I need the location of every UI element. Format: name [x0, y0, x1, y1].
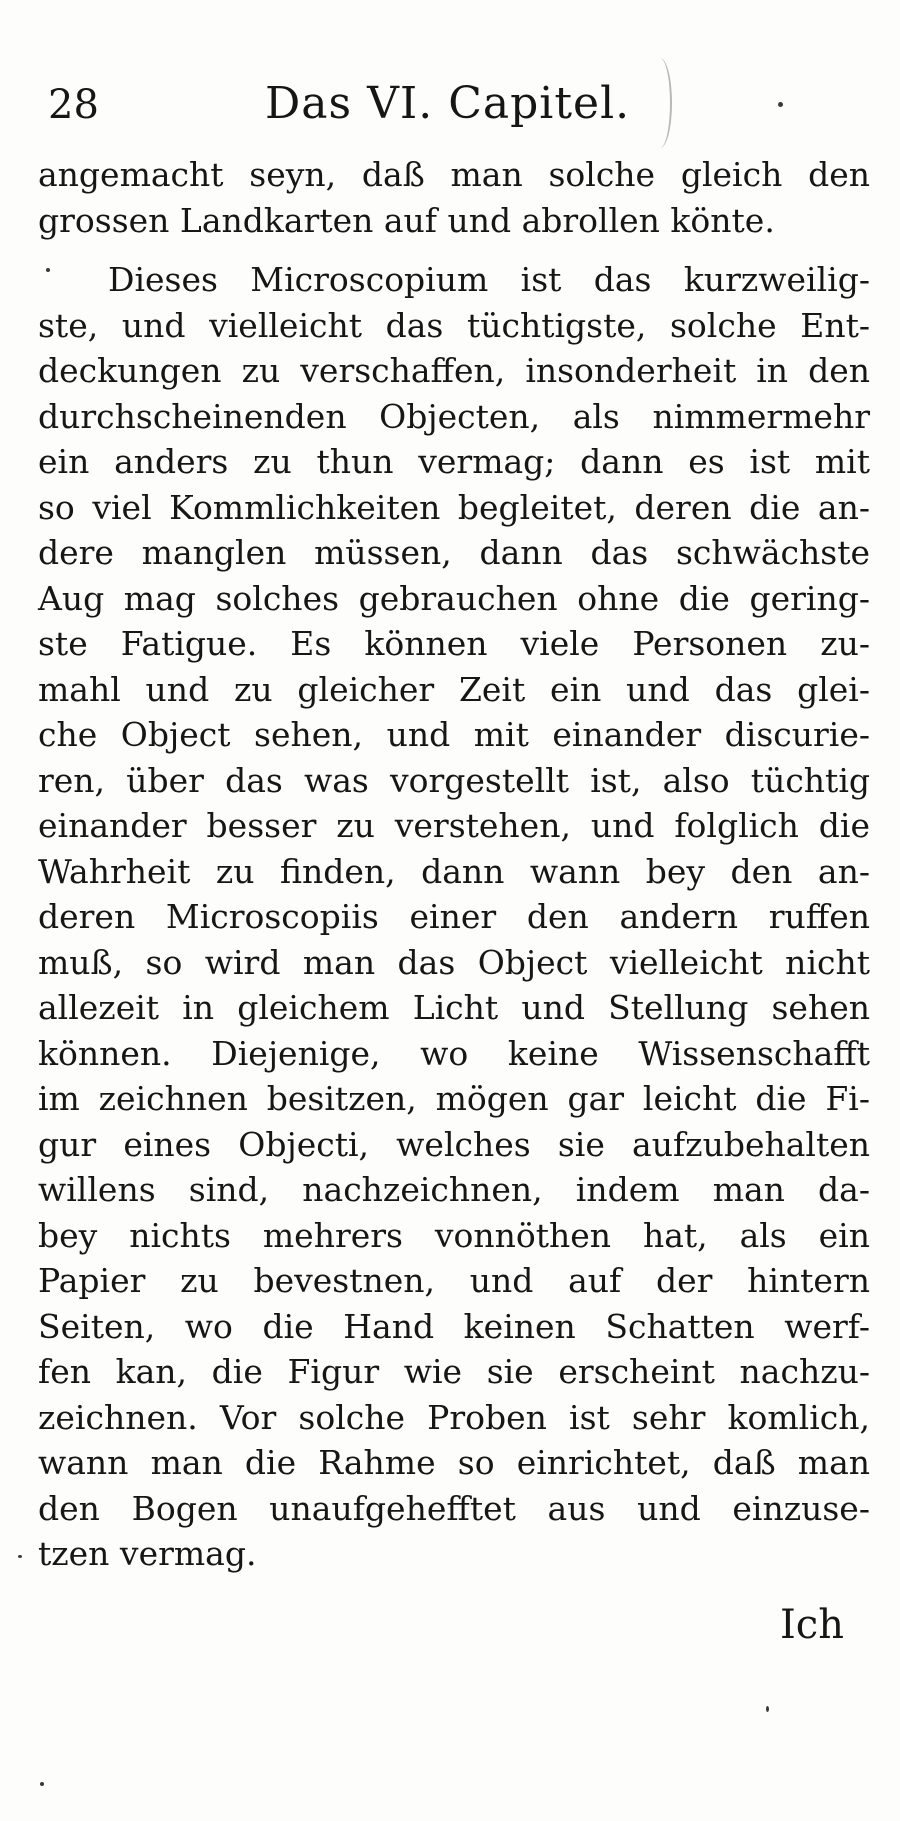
text-line: Papier zu bevestnen, und auf der hintern — [38, 1261, 870, 1300]
paragraph-main — [38, 257, 870, 1577]
ink-speck — [778, 102, 783, 107]
text-line: dere manglen müssen, dann das schwächste — [38, 533, 870, 572]
text-line: muß, so wird man das Object vielleicht nicht — [38, 942, 870, 982]
text-line: zeichnen. Vor solche Proben ist sehr komlich, — [38, 1397, 870, 1437]
text-line: durchscheinenden Objecten, als nimmermehr — [38, 396, 870, 436]
text-line: gur eines Objecti, welches sie aufzubehalten — [38, 1124, 870, 1164]
text-line: Aug mag solches gebrauchen ohne die gering- — [38, 578, 870, 618]
text-line: mahl und zu gleicher Zeit ein und das glei- — [38, 669, 870, 709]
text-line: deren Microscopiis einer den andern ruffen — [38, 897, 870, 936]
text-line: können. Diejenige, wo keine Wissenschafft — [38, 1033, 870, 1073]
page-number: 28 — [48, 82, 99, 128]
body-text — [38, 152, 870, 1577]
text-line: wann man die Rahme so einrichtet, daß man — [38, 1443, 870, 1482]
text-line: bey nichts mehrers vonnöthen hat, als ein — [38, 1215, 870, 1255]
paragraph-gap — [38, 243, 870, 257]
ink-speck — [766, 1706, 769, 1712]
ink-speck — [18, 1555, 22, 1558]
page-header — [40, 72, 860, 142]
text-line: allezeit in gleichem Licht und Stellung sehen — [38, 988, 870, 1027]
text-line: ste Fatigue. Es können viele Personen zu- — [38, 624, 870, 663]
text-line: Seiten, wo die Hand keinen Schatten werf- — [38, 1306, 870, 1346]
text-line: tzen vermag. — [38, 1534, 257, 1573]
text-line: grossen Landkarten auf und abrollen könte. — [38, 200, 775, 240]
text-line: den Bogen unaufgeheﬀtet aus und einzuse- — [38, 1488, 870, 1528]
text-line: Wahrheit zu finden, dann wann bey den an- — [38, 851, 870, 891]
text-line: ste, und vielleicht das tüchtigste, solche Ent- — [38, 305, 870, 345]
text-line: einander besser zu verstehen, und folglich die — [38, 806, 870, 845]
text-line: willens sind, nachzeichnen, indem man da- — [38, 1170, 870, 1209]
text-line: ren, über das was vorgestellt ist, also tüchtig — [38, 760, 870, 800]
text-line: deckungen zu verschaffen, insonderheit in den — [38, 351, 870, 390]
text-line: che Object sehen, und mit einander discurie- — [38, 715, 870, 754]
text-line: ein anders zu thun vermag; dann es ist mit — [38, 442, 870, 481]
text-line: Dieses Microscopium ist das kurzweilig- — [108, 260, 870, 299]
text-line: so viel Kommlichkeiten begleitet, deren die an- — [38, 487, 870, 527]
ink-speck — [46, 268, 50, 272]
running-title: Das VI. Capitel. — [265, 78, 631, 129]
text-line: fen kan, die Figur wie sie erscheint nachzu- — [38, 1352, 870, 1391]
text-line: im zeichnen besitzen, mögen gar leicht die Fi- — [38, 1079, 870, 1118]
catchword: Ich — [780, 1602, 844, 1648]
paragraph-continuation — [38, 152, 870, 243]
text-line: angemacht seyn, daß man solche gleich den — [38, 155, 870, 194]
ink-speck — [40, 1782, 44, 1786]
